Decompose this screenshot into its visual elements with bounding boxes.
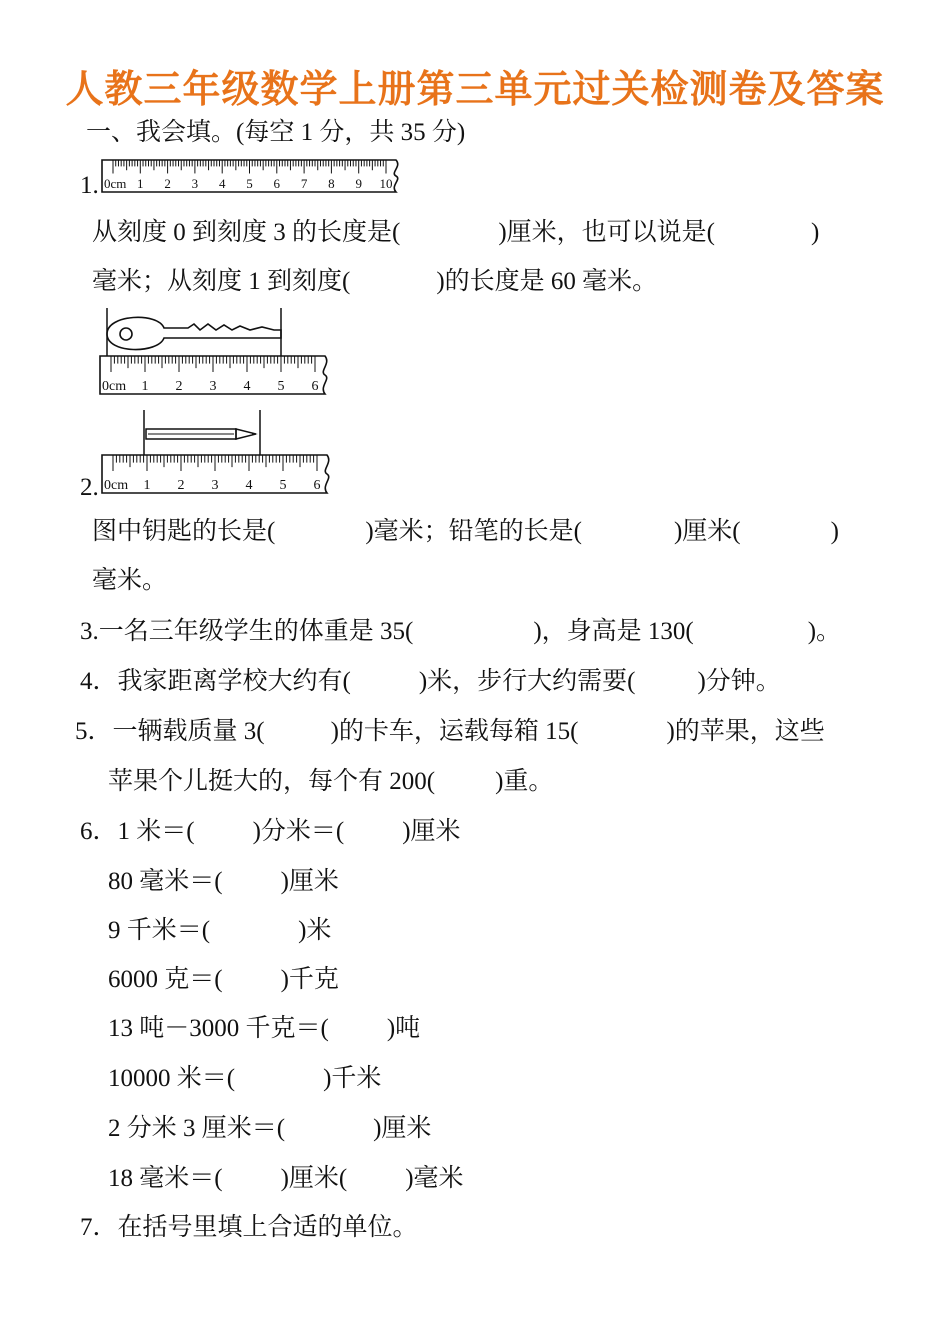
ruler-tick-label: 2	[164, 176, 171, 191]
q5-line1: 5．一辆载质量 3( )的卡车，运载每箱 15( )的苹果，这些	[75, 718, 825, 745]
ruler-6cm-bottom	[102, 455, 334, 495]
ruler-tick-label: 5	[246, 176, 253, 191]
ruler-tick-label: 8	[328, 176, 335, 191]
ruler-tick-label: 9	[355, 176, 362, 191]
ruler-tick-label: 4	[245, 478, 253, 493]
ruler-10cm	[102, 160, 414, 196]
q2-number: 2.	[80, 474, 99, 501]
ruler-tick-label: 1	[141, 379, 149, 394]
ruler-tick-label: 2	[175, 379, 183, 394]
q3-line: 3.一名三年级学生的体重是 35( )，身高是 130( )。	[80, 618, 842, 645]
q1-line2: 毫米；从刻度 1 到刻度( )的长度是 60 毫米。	[92, 268, 658, 295]
q6-line2: 80 毫米＝( )厘米	[108, 868, 339, 895]
ruler-tick-label: 5	[279, 478, 287, 493]
ruler-tick-label: 6	[273, 176, 281, 191]
ruler-tick-label: 3	[191, 176, 199, 191]
q7-line: 7．在括号里填上合适的单位。	[80, 1214, 418, 1241]
ruler-tick-label: 7	[300, 176, 308, 191]
ruler-tick-label: 2	[177, 478, 185, 493]
ruler-unit-label: 0cm	[104, 176, 127, 191]
q6-line8: 18 毫米＝( )厘米( )毫米	[108, 1165, 464, 1192]
q6-line1: 6．1 米＝( )分米＝( )厘米	[80, 818, 461, 845]
q4-line: 4．我家距离学校大约有( )米，步行大约需要( )分钟。	[80, 668, 781, 695]
page-title: 人教三年级数学上册第三单元过关检测卷及答案	[65, 67, 885, 111]
ruler-tick-label: 1	[143, 478, 151, 493]
q6-line5: 13 吨－3000 千克＝( )吨	[108, 1015, 421, 1042]
pencil-icon	[144, 410, 260, 460]
q5-line2: 苹果个儿挺大的，每个有 200( )重。	[108, 768, 554, 795]
ruler-unit-label: 0cm	[102, 379, 127, 394]
ruler-tick-label: 3	[211, 478, 219, 493]
ruler-tick-label: 6	[313, 478, 321, 493]
q6-line7: 2 分米 3 厘米＝( )厘米	[108, 1115, 432, 1142]
ruler-tick-label: 10	[379, 176, 393, 191]
q1-number: 1.	[80, 172, 99, 199]
section-heading: 一、我会填。(每空 1 分，共 35 分)	[86, 119, 466, 146]
q1-line1: 从刻度 0 到刻度 3 的长度是( )厘米，也可以说是( )	[92, 219, 820, 246]
ruler-6cm-top	[100, 356, 332, 396]
q2-line2: 毫米。	[92, 567, 168, 594]
ruler-tick-label: 4	[218, 176, 226, 191]
ruler-tick-label: 4	[243, 379, 251, 394]
pencil-figure	[140, 408, 270, 460]
ruler-tick-label: 6	[311, 379, 319, 394]
ruler-tick-label: 1	[137, 176, 144, 191]
ruler-tick-label: 3	[209, 379, 217, 394]
q6-line3: 9 千米＝( )米	[108, 917, 332, 944]
q2-line1: 图中钥匙的长是( )毫米；铅笔的长是( )厘米( )	[92, 518, 839, 545]
q6-line6: 10000 米＝( )千米	[108, 1065, 382, 1092]
q6-line4: 6000 克＝( )千克	[108, 966, 339, 993]
ruler-unit-label: 0cm	[104, 478, 129, 493]
ruler-tick-label: 5	[277, 379, 285, 394]
